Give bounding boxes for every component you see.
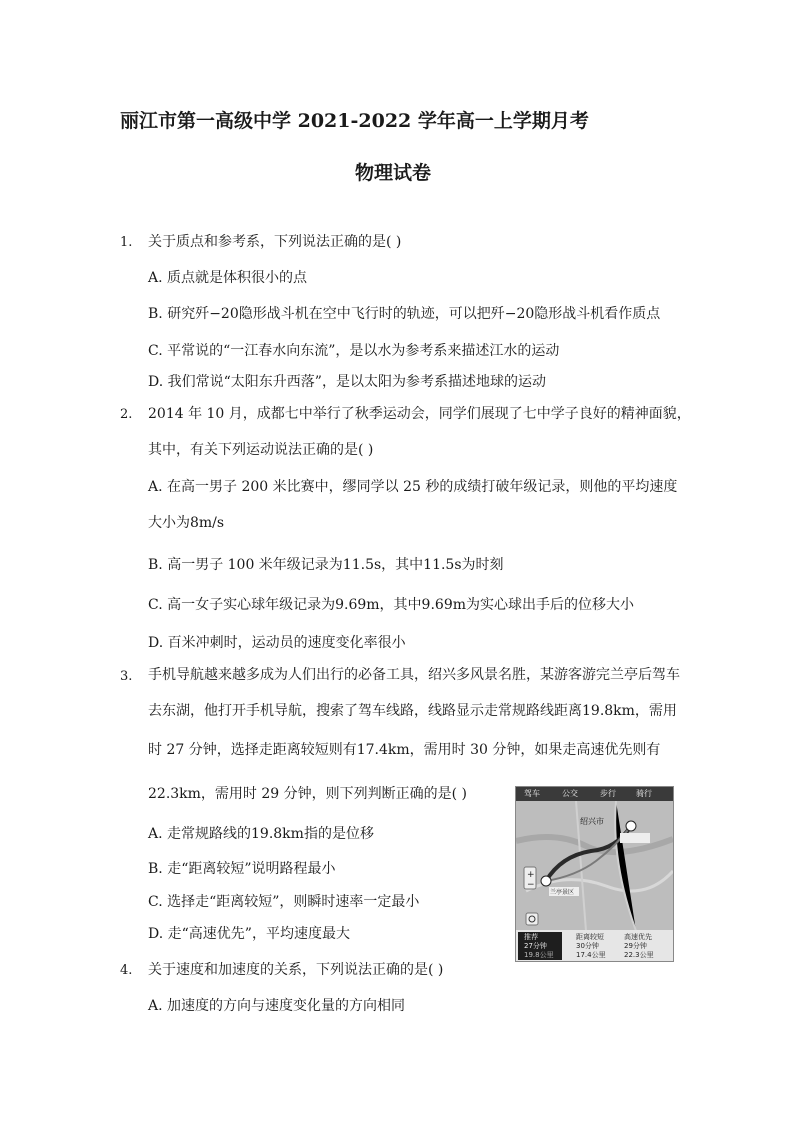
map-tab-drive: 驾车 [524,789,540,798]
question-4-option-a: A. 加速度的方向与速度变化量的方向相同 [148,998,406,1014]
route-start-marker [541,876,551,886]
question-1-option-d: D. 我们常说“太阳东升西落”，是以太阳为参考系描述地球的运动 [148,374,546,390]
question-3-stem-line-3: 时 27 分钟，选择走距离较短则有17.4km，需用时 30 分钟，如果走高速优先则有 [148,742,661,758]
question-2-stem-line-2: 其中，有关下列运动说法正确的是( ) [148,442,374,458]
route-option-1-time: 27分钟 [524,942,547,950]
question-1-option-c: C. 平常说的“一江春水向东流”，是以水为参考系来描述江水的运动 [148,343,560,359]
route-option-1-dist: 19.8公里 [524,951,554,959]
map-city-label: 绍兴市 [580,817,604,826]
question-1-number: 1. [120,235,133,250]
question-2-option-a: A. 在高一男子 200 米比赛中，缪同学以 25 秒的成绩打破年级记录，则他的平均速度 [148,479,678,495]
route-option-2-name[interactable]: 距离较短 [576,933,604,941]
title-line-1: 丽江市第一高级中学 2021-2022 学年高一上学期月考 [120,110,589,132]
map-start-label: 兰亭景区 [550,889,575,896]
map-tab-bus: 公交 [562,789,578,798]
question-2-option-b: B. 高一男子 100 米年级记录为11.5s，其中11.5s为时刻 [148,557,504,573]
title-line-2: 物理试卷 [355,162,432,184]
navigation-map-figure [515,786,674,962]
route-option-3-time: 29分钟 [624,942,647,950]
question-1-option-a: A. 质点就是体积很小的点 [148,270,308,286]
question-4-number: 4. [120,963,133,978]
route-option-3-name[interactable]: 高速优先 [624,933,652,941]
question-1-option-b: B. 研究歼−20隐形战斗机在空中飞行时的轨迹，可以把歼−20隐形战斗机看作质点 [148,306,661,322]
question-3-option-c: C. 选择走“距离较短”，则瞬时速率一定最小 [148,894,420,910]
question-2-option-d: D. 百米冲刺时，运动员的速度变化率很小 [148,635,406,651]
question-3-stem-line-2: 去东湖，他打开手机导航，搜索了驾车线路，线路显示走常规路线距离19.8km，需用 [148,703,677,719]
question-4-stem: 关于速度和加速度的关系，下列说法正确的是( ) [148,962,444,978]
question-3-stem-line-1: 手机导航越来越多成为人们出行的必备工具，绍兴多风景名胜，某游客游完兰亭后驾车 [148,667,680,683]
route-option-2-dist: 17.4公里 [576,951,606,959]
map-tab-bike: 骑行 [636,789,652,798]
question-2-number: 2. [120,407,133,422]
question-1-stem: 关于质点和参考系，下列说法正确的是( ) [148,234,402,250]
route-end-marker [626,821,636,831]
route-option-1-name[interactable]: 推荐 [524,933,538,941]
question-2-option-c: C. 高一女子实心球年级记录为9.69m，其中9.69m为实心球出手后的位移大小 [148,597,635,613]
question-2-option-a-cont: 大小为8m/s [148,515,225,531]
route-option-2-time: 30分钟 [576,942,599,950]
question-2-stem-line-1: 2014 年 10 月，成都七中举行了秋季运动会，同学们展现了七中学子良好的精神面貌， [148,406,691,422]
route-option-3-dist: 22.3公里 [624,951,654,959]
question-3-number: 3. [120,669,133,684]
map-mode-tabs [516,787,673,801]
question-3-option-b: B. 走“距离较短”说明路程最小 [148,861,336,877]
svg-text:−: − [527,880,535,890]
question-3-option-d: D. 走“高速优先”，平均速度最大 [148,926,350,942]
question-3-option-a: A. 走常规路线的19.8km指的是位移 [148,826,374,842]
locate-icon[interactable] [526,913,538,925]
question-3-stem-line-4: 22.3km，需用时 29 分钟，则下列判断正确的是( ) [148,786,468,802]
map-tab-walk: 步行 [600,789,616,798]
svg-text:+: + [527,870,535,880]
